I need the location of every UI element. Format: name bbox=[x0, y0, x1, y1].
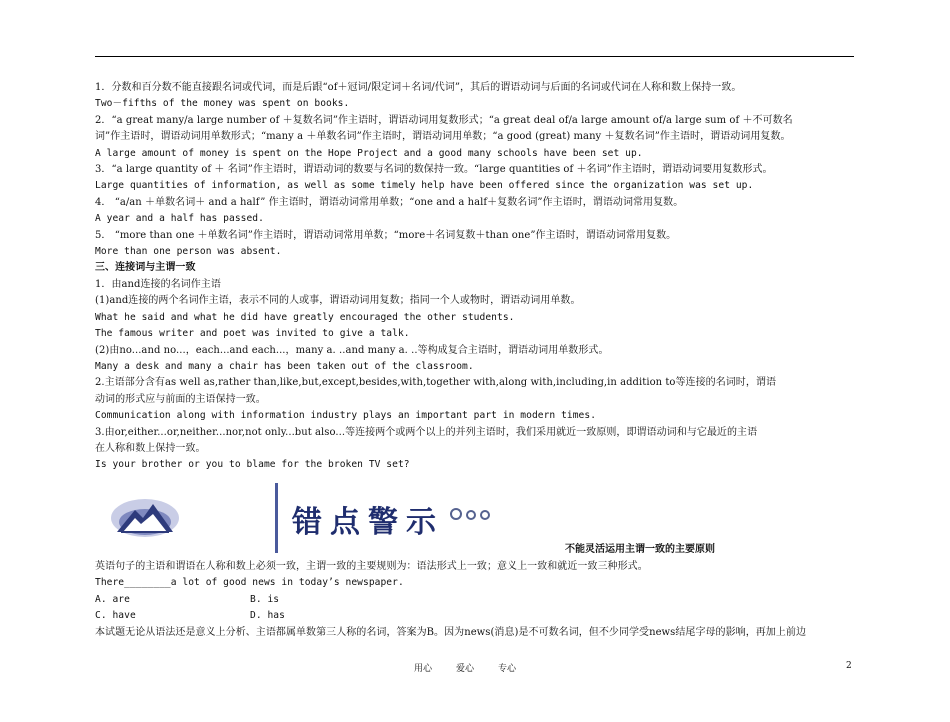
example-sentence: A large amount of money is spent on the Hope Project and a good many schools have been set up. bbox=[95, 147, 643, 159]
example-sentence: Is your brother or you to blame for the broken TV set? bbox=[95, 459, 410, 471]
text-line: 2.主语部分含有as well as,rather than,like,but,except,besides,with,together with,along with,including,in addition to等连接的名词时，谓语 bbox=[95, 377, 777, 389]
text-line: 3.由or,either...or,neither...nor,not only...but also...等连接两个或两个以上的并列主语时，我们采用就近一致原则，即谓语动词和与它最近的主语 bbox=[95, 426, 758, 438]
example-sentence: More than one person was absent. bbox=[95, 246, 282, 258]
options-row bbox=[95, 608, 857, 624]
banner-divider bbox=[275, 483, 278, 553]
text-line: 2．“a great many/a large number of ＋复数名词”作主语时，谓语动词用复数形式；“a great deal of/a large amount of/a large sum of ＋不可数名 bbox=[95, 114, 793, 126]
footer-text: 用心 bbox=[414, 664, 433, 674]
text-line: 3．“a large quantity of ＋ 名词”作主语时，谓语动词的数要与名词的数保持一致。“large quantities of ＋名词”作主语时，谓语动词要用复数形式。 bbox=[95, 164, 773, 176]
text-line: 英语句子的主语和谓语在人称和数上必须一致，主谓一致的主要规则为：语法形式上一致；意义上一致和就近一致三种形式。 bbox=[95, 561, 648, 572]
text-line: 4． “a/an ＋单数名词＋ and a half” 作主语时，谓语动词常用单数；“one and a half＋复数名词”作主语时，谓语动词常用复数。 bbox=[95, 196, 684, 208]
footer-text: 爱心 bbox=[456, 664, 475, 674]
circle-icon bbox=[466, 510, 476, 520]
page-number: 2 bbox=[846, 661, 852, 671]
text-line: 5． “more than one ＋单数名词”作主语时，谓语动词常用单数；“more＋名词复数＋than one”作主语时，谓语动词常用复数。 bbox=[95, 229, 677, 241]
option-d: D. has bbox=[250, 610, 285, 622]
answer-explanation: 本试题无论从语法还是意义上分析、主语都属单数第三人称的名词，答案为B。因为news(消息)是不可数名词，但不少同学受news结尾字母的影响，再加上前边 bbox=[95, 626, 806, 638]
section-heading: 三、连接词与主谓一致 bbox=[95, 262, 196, 274]
text-line: 在人称和数上保持一致。 bbox=[95, 442, 206, 454]
example-sentence: Large quantities of information, as well as some timely help have been offered since the organization was set up. bbox=[95, 180, 754, 192]
text-line: (2)由no...and no...，each...and each...，many a. ..and many a. ..等构成复合主语时，谓语动词用单数形式。 bbox=[95, 344, 609, 356]
example-sentence: The famous writer and poet was invited to give a talk. bbox=[95, 328, 410, 340]
document-body bbox=[95, 80, 857, 474]
banner-title: 错点警示 bbox=[292, 505, 444, 540]
exercise-section bbox=[95, 559, 857, 641]
decorative-circles bbox=[450, 508, 490, 520]
mountain-logo-icon bbox=[109, 492, 181, 538]
example-sentence: What he said and what he did have greatly encouraged the other students. bbox=[95, 311, 515, 323]
text-line: 1．由and连接的名词作主语 bbox=[95, 278, 221, 290]
option-c: C. have bbox=[95, 610, 136, 622]
circle-icon bbox=[480, 510, 490, 520]
text-line: 动词的形式应与前面的主语保持一致。 bbox=[95, 393, 266, 405]
section-banner bbox=[95, 478, 855, 562]
banner-subtitle: 不能灵活运用主谓一致的主要原则 bbox=[565, 544, 715, 555]
option-b: B. is bbox=[250, 593, 280, 605]
header-rule bbox=[95, 56, 854, 57]
footer-text: 专心 bbox=[498, 664, 517, 674]
text-line: 1．分数和百分数不能直接跟名词或代词，而是后跟“of＋冠词/限定词＋名词/代词”，其后的谓语动词与后面的名词或代词在人称和数上保持一致。 bbox=[95, 82, 742, 93]
text-line: 词”作主语时，谓语动词用单数形式；“many a ＋单数名词”作主语时，谓语动词用单数；“a good (great) many ＋复数名词”作主语时，谓语动词用复数。 bbox=[95, 131, 791, 143]
example-sentence: A year and a half has passed. bbox=[95, 213, 264, 225]
example-sentence: Two－fifths of the money was spent on books. bbox=[95, 98, 350, 110]
options-row bbox=[95, 592, 857, 608]
example-sentence: Many a desk and many a chair has been taken out of the classroom. bbox=[95, 360, 474, 372]
example-sentence: Communication along with information industry plays an important part in modern times. bbox=[95, 410, 597, 422]
question-stem: There________a lot of good news in today’s newspaper. bbox=[95, 577, 404, 589]
option-a: A. are bbox=[95, 593, 130, 605]
text-line: (1)and连接的两个名词作主语，表示不同的人或事，谓语动词用复数；指同一个人或物时，谓语动词用单数。 bbox=[95, 295, 581, 307]
circle-icon bbox=[450, 508, 462, 520]
